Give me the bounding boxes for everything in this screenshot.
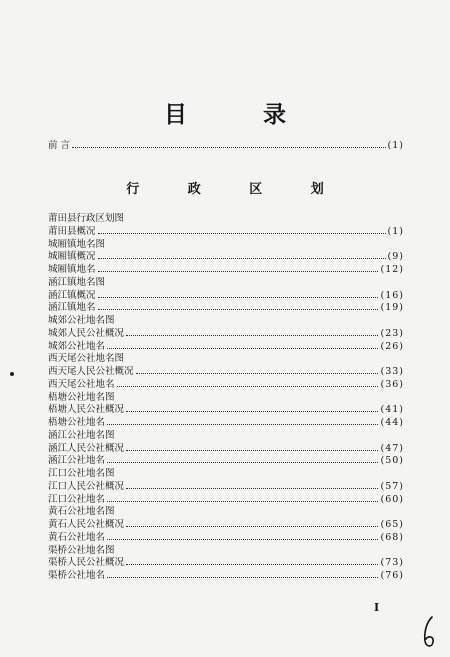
toc-entry-label: 西天尾公社地名图 bbox=[48, 353, 125, 365]
toc-entry-label: 江口公社地名 bbox=[48, 493, 106, 505]
toc-entry[interactable] bbox=[48, 441, 404, 454]
toc-page-number: (1) bbox=[387, 140, 404, 151]
dot-leader bbox=[107, 423, 378, 425]
toc-entry[interactable] bbox=[48, 568, 404, 581]
toc-entry-label: 渠桥人民公社概况 bbox=[48, 557, 125, 569]
dot-leader bbox=[72, 146, 386, 148]
toc-page-number: (1) bbox=[387, 225, 404, 237]
toc-map-heading bbox=[48, 428, 404, 441]
toc-page-number: (26) bbox=[380, 340, 404, 352]
toc-page-number: (23) bbox=[380, 327, 404, 339]
dot-leader bbox=[117, 385, 379, 387]
toc-entry[interactable] bbox=[48, 262, 404, 275]
toc-page-number: (16) bbox=[380, 289, 404, 301]
toc-entry-label: 黄石人民公社概况 bbox=[48, 519, 125, 530]
dot-leader bbox=[126, 334, 378, 336]
toc-entry[interactable] bbox=[48, 288, 404, 301]
toc-entry-label: 莆田县行政区划图 bbox=[48, 213, 125, 224]
toc-page-number: (12) bbox=[380, 264, 404, 275]
dot-leader bbox=[126, 410, 378, 412]
dot-leader bbox=[136, 372, 379, 374]
toc-page-number: (36) bbox=[380, 378, 404, 390]
toc-entry-label: 梧塘公社地名图 bbox=[48, 391, 115, 403]
toc-entry-label: 西天尾人民公社概况 bbox=[48, 366, 134, 377]
toc-page-number: (19) bbox=[380, 302, 404, 314]
toc-entry-preface[interactable] bbox=[48, 138, 404, 151]
toc-entry-label: 城郊人民公社概况 bbox=[48, 327, 125, 339]
toc-entry[interactable] bbox=[48, 364, 404, 377]
dot-leader bbox=[98, 270, 379, 272]
dot-leader bbox=[107, 461, 378, 463]
toc-entry[interactable] bbox=[48, 492, 404, 505]
toc-map-heading bbox=[48, 275, 404, 288]
toc-entry[interactable] bbox=[48, 249, 404, 262]
toc-entry[interactable] bbox=[48, 377, 404, 390]
toc-entry-label: 涵江镇地名图 bbox=[48, 276, 106, 288]
toc-page-number: (9) bbox=[387, 251, 404, 263]
dot-leader bbox=[126, 487, 378, 489]
page-folio: I bbox=[374, 601, 380, 614]
toc-entry-label: 梧塘人民公社概况 bbox=[48, 404, 125, 416]
ink-speck bbox=[10, 372, 14, 376]
toc-map-heading bbox=[48, 351, 404, 364]
toc-map-heading bbox=[48, 313, 404, 326]
toc-map-heading bbox=[48, 390, 404, 403]
toc-page-number: (73) bbox=[380, 557, 404, 569]
toc-entry-label: 渠桥公社地名图 bbox=[48, 544, 115, 556]
dot-leader bbox=[126, 525, 378, 527]
dot-leader bbox=[126, 563, 378, 565]
toc-entry-label: 前 言 bbox=[48, 140, 71, 151]
toc-page-number: (50) bbox=[380, 455, 404, 467]
toc-page-number: (33) bbox=[380, 366, 404, 377]
toc-entry-label: 西天尾公社地名 bbox=[48, 378, 115, 390]
section-title: 行 政 区 划 bbox=[126, 182, 346, 197]
dot-leader bbox=[98, 308, 379, 310]
toc-page-number: (76) bbox=[380, 570, 404, 581]
dot-leader bbox=[98, 257, 386, 259]
toc-entry-label: 黄石公社地名图 bbox=[48, 506, 115, 518]
toc-entry-label: 城郊公社地名 bbox=[48, 340, 106, 352]
toc-entry-label: 城厢镇概况 bbox=[48, 251, 96, 263]
dot-leader bbox=[98, 232, 386, 234]
toc-entry-label: 涵江公社地名图 bbox=[48, 429, 115, 441]
dot-leader bbox=[107, 500, 378, 502]
toc-entry[interactable] bbox=[48, 224, 404, 237]
toc-entry-label: 黄石公社地名 bbox=[48, 531, 106, 543]
toc-entry-label: 涵江镇地名 bbox=[48, 302, 96, 314]
toc-entry-label: 梧塘公社地名 bbox=[48, 417, 106, 428]
toc-entry[interactable] bbox=[48, 300, 404, 313]
toc-page-number: (60) bbox=[380, 493, 404, 505]
toc-entry-label: 渠桥公社地名 bbox=[48, 570, 106, 581]
toc-map-heading bbox=[48, 211, 404, 224]
toc-page-number: (68) bbox=[380, 531, 404, 543]
page-title: 目 录 bbox=[163, 101, 320, 128]
dot-leader bbox=[107, 538, 378, 540]
toc-map-heading bbox=[48, 543, 404, 556]
toc-entry-label: 涵江镇概况 bbox=[48, 289, 96, 301]
toc-entry-label: 城厢镇地名图 bbox=[48, 238, 106, 250]
toc-page-number: (57) bbox=[380, 480, 404, 492]
toc-entry[interactable] bbox=[48, 479, 404, 492]
toc-page-number: (41) bbox=[380, 404, 404, 416]
toc-entry-label: 涵江人民公社概况 bbox=[48, 442, 125, 454]
toc-entry[interactable] bbox=[48, 453, 404, 466]
toc-entry-label: 城厢镇地名 bbox=[48, 264, 96, 275]
toc-entry-label: 涵江公社地名 bbox=[48, 455, 106, 467]
toc-entry[interactable] bbox=[48, 517, 404, 530]
dot-leader bbox=[107, 347, 378, 349]
dot-leader bbox=[107, 576, 378, 578]
toc-entry-label: 江口公社地名图 bbox=[48, 468, 115, 479]
toc-entry-label: 城郊公社地名图 bbox=[48, 315, 115, 326]
toc-page-number: (65) bbox=[380, 519, 404, 530]
toc-entry-label: 江口人民公社概况 bbox=[48, 480, 125, 492]
toc-entry-label: 莆田县概况 bbox=[48, 225, 96, 237]
toc-page-number: (44) bbox=[380, 417, 404, 428]
toc-page-number: (47) bbox=[380, 442, 404, 454]
toc-entry[interactable] bbox=[48, 339, 404, 352]
toc-map-heading bbox=[48, 504, 404, 517]
handwritten-mark-icon bbox=[422, 615, 436, 649]
dot-leader bbox=[98, 296, 379, 298]
toc-map-heading bbox=[48, 237, 404, 250]
dot-leader bbox=[126, 449, 378, 451]
toc-entry[interactable] bbox=[48, 530, 404, 543]
toc-entry[interactable] bbox=[48, 415, 404, 428]
toc-entry[interactable] bbox=[48, 402, 404, 415]
toc-map-heading bbox=[48, 466, 404, 479]
toc-entry[interactable] bbox=[48, 555, 404, 568]
toc-entry[interactable] bbox=[48, 326, 404, 339]
